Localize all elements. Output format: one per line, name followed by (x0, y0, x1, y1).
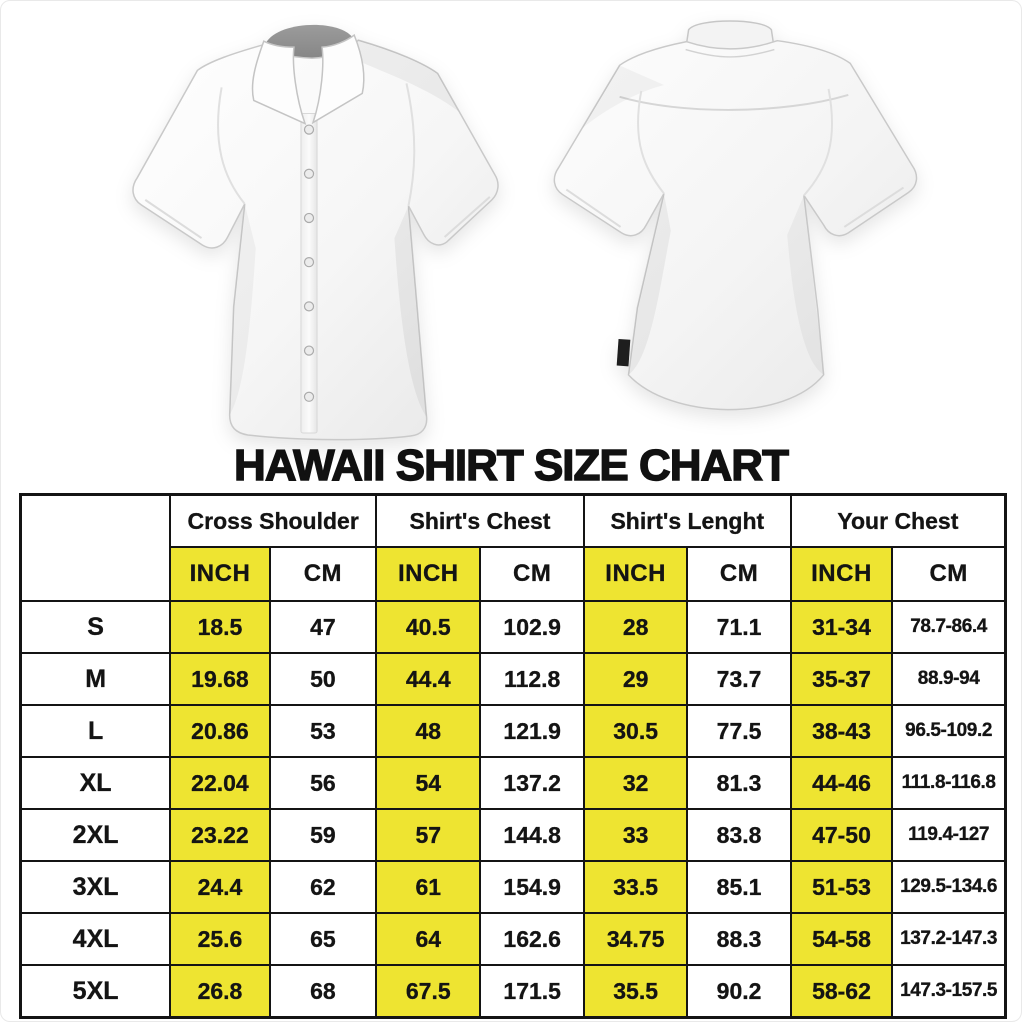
table-cell: 73.7 (687, 653, 790, 705)
table-cell: 81.3 (687, 757, 790, 809)
group-header-row (21, 495, 1006, 548)
table-cell: 68 (270, 965, 376, 1018)
table-cell: 26.8 (170, 965, 269, 1018)
table-row (21, 809, 1006, 861)
care-tag (617, 339, 631, 366)
table-cell: 96.5-109.2 (892, 705, 1005, 757)
table-cell: 18.5 (170, 601, 269, 653)
size-label: M (21, 653, 171, 705)
table-cell: 88.9-94 (892, 653, 1005, 705)
table-cell: 44.4 (376, 653, 480, 705)
table-cell: 90.2 (687, 965, 790, 1018)
table-cell: 57 (376, 809, 480, 861)
size-label: S (21, 601, 171, 653)
unit-header-cm: CM (687, 547, 790, 601)
size-label: 5XL (21, 965, 171, 1018)
table-cell: 162.6 (480, 913, 583, 965)
table-cell: 83.8 (687, 809, 790, 861)
button-icon (304, 125, 313, 134)
table-cell: 112.8 (480, 653, 583, 705)
table-cell: 62 (270, 861, 376, 913)
table-cell: 53 (270, 705, 376, 757)
page-title: HAWAII SHIRT SIZE CHART (234, 441, 788, 490)
table-cell: 54 (376, 757, 480, 809)
table-cell: 59 (270, 809, 376, 861)
table-cell: 119.4-127 (892, 809, 1005, 861)
back-shirt-image (523, 11, 937, 439)
table-cell: 78.7-86.4 (892, 601, 1005, 653)
size-label: 2XL (21, 809, 171, 861)
table-cell: 44-46 (791, 757, 892, 809)
table-cell: 65 (270, 913, 376, 965)
table-cell: 144.8 (480, 809, 583, 861)
table-cell: 47 (270, 601, 376, 653)
table-row (21, 653, 1006, 705)
table-cell: 23.22 (170, 809, 269, 861)
size-chart-table (19, 493, 1007, 1019)
corner-cell (21, 495, 171, 602)
table-cell: 32 (584, 757, 687, 809)
table-cell: 48 (376, 705, 480, 757)
unit-header-inch: INCH (170, 547, 269, 601)
table-cell: 61 (376, 861, 480, 913)
unit-header-cm: CM (480, 547, 583, 601)
unit-header-inch: INCH (376, 547, 480, 601)
table-cell: 58-62 (791, 965, 892, 1018)
table-cell: 154.9 (480, 861, 583, 913)
table-row (21, 913, 1006, 965)
size-label: L (21, 705, 171, 757)
table-row (21, 757, 1006, 809)
table-cell: 20.86 (170, 705, 269, 757)
table-cell: 31-34 (791, 601, 892, 653)
group-header-cross-shoulder: Cross Shoulder (170, 495, 376, 548)
table-cell: 56 (270, 757, 376, 809)
table-cell: 121.9 (480, 705, 583, 757)
button-icon (304, 302, 313, 311)
table-cell: 30.5 (584, 705, 687, 757)
product-photos (1, 1, 1021, 441)
table-row (21, 861, 1006, 913)
group-header-shirts-lenght: Shirt's Lenght (584, 495, 791, 548)
table-cell: 102.9 (480, 601, 583, 653)
unit-header-inch: INCH (584, 547, 687, 601)
table-row (21, 601, 1006, 653)
table-cell: 64 (376, 913, 480, 965)
button-placket (301, 113, 317, 432)
table-cell: 129.5-134.6 (892, 861, 1005, 913)
size-chart-body (21, 601, 1006, 1018)
size-label: 3XL (21, 861, 171, 913)
table-cell: 40.5 (376, 601, 480, 653)
group-header-your-chest: Your Chest (791, 495, 1006, 548)
table-cell: 34.75 (584, 913, 687, 965)
table-cell: 19.68 (170, 653, 269, 705)
button-icon (304, 258, 313, 267)
table-cell: 24.4 (170, 861, 269, 913)
table-cell: 35.5 (584, 965, 687, 1018)
front-shirt-image (105, 7, 507, 441)
table-cell: 51-53 (791, 861, 892, 913)
table-cell: 47-50 (791, 809, 892, 861)
size-label: XL (21, 757, 171, 809)
unit-header-inch: INCH (791, 547, 892, 601)
unit-header-cm: CM (892, 547, 1005, 601)
table-cell: 71.1 (687, 601, 790, 653)
size-label: 4XL (21, 913, 171, 965)
table-cell: 38-43 (791, 705, 892, 757)
table-cell: 85.1 (687, 861, 790, 913)
table-cell: 22.04 (170, 757, 269, 809)
button-icon (304, 392, 313, 401)
table-cell: 33 (584, 809, 687, 861)
table-cell: 25.6 (170, 913, 269, 965)
table-cell: 171.5 (480, 965, 583, 1018)
group-header-shirts-chest: Shirt's Chest (376, 495, 584, 548)
table-cell: 50 (270, 653, 376, 705)
button-icon (304, 213, 313, 222)
button-icon (304, 169, 313, 178)
table-cell: 111.8-116.8 (892, 757, 1005, 809)
table-cell: 137.2 (480, 757, 583, 809)
table-cell: 28 (584, 601, 687, 653)
table-cell: 67.5 (376, 965, 480, 1018)
table-cell: 35-37 (791, 653, 892, 705)
table-cell: 29 (584, 653, 687, 705)
table-cell: 137.2-147.3 (892, 913, 1005, 965)
table-cell: 77.5 (687, 705, 790, 757)
table-cell: 147.3-157.5 (892, 965, 1005, 1018)
button-icon (304, 346, 313, 355)
table-cell: 88.3 (687, 913, 790, 965)
table-row (21, 965, 1006, 1018)
table-cell: 54-58 (791, 913, 892, 965)
table-row (21, 705, 1006, 757)
unit-header-cm: CM (270, 547, 376, 601)
table-cell: 33.5 (584, 861, 687, 913)
